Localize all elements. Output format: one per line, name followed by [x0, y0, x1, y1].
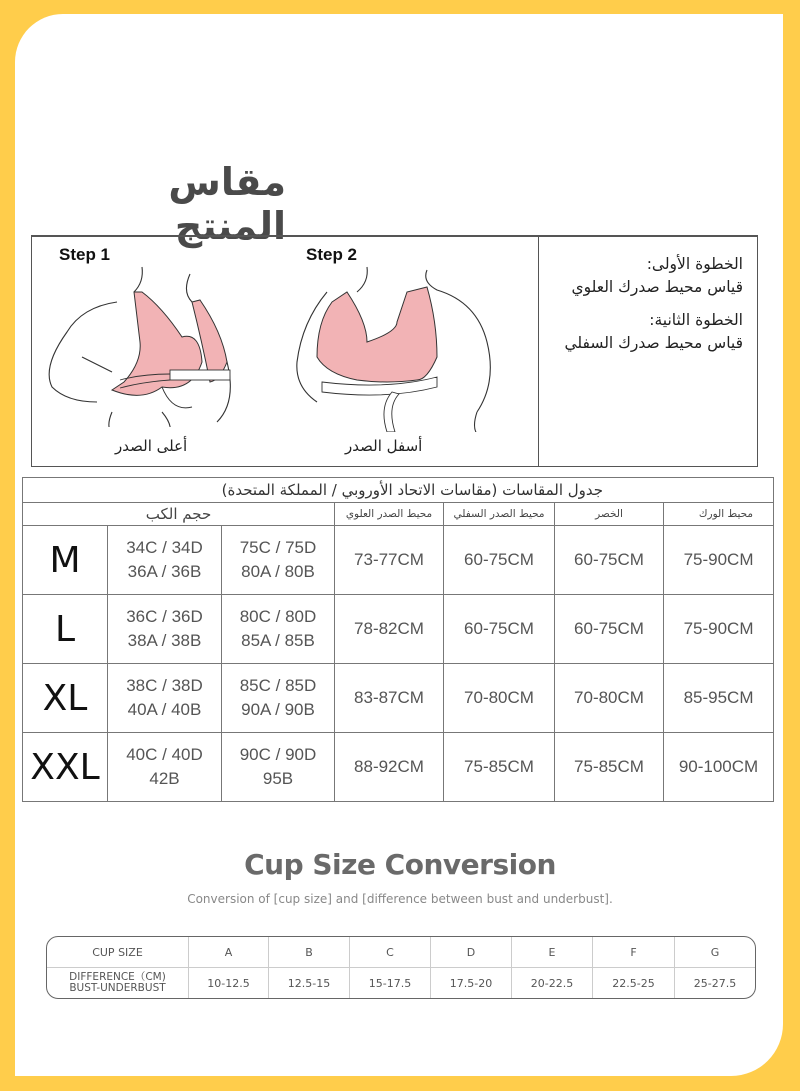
hip-value: 75-90CM: [664, 526, 774, 595]
hip-value: 75-90CM: [664, 595, 774, 664]
waist-value: 70-80CM: [555, 664, 664, 733]
instruction-text: قياس محيط صدرك العلوي: [571, 278, 743, 296]
under-bust-value: 60-75CM: [444, 595, 555, 664]
size-chart-table: [22, 477, 774, 802]
under-bust-value: 75-85CM: [444, 733, 555, 802]
step1-caption: أعلى الصدر: [115, 437, 188, 455]
waist-value: 60-75CM: [555, 526, 664, 595]
uk-cup-sizes: 36C / 36D 38A / 38B: [108, 595, 222, 664]
table-row: [23, 733, 774, 802]
measurement-instructions: [543, 253, 743, 365]
panel-divider: [538, 237, 539, 466]
difference-value: 25-27.5: [693, 976, 737, 990]
difference-value: 22.5-25: [593, 968, 675, 998]
header-upper-bust: محيط الصدر العلوي: [335, 503, 444, 526]
under-bust-measure-illustration: [287, 262, 512, 432]
under-bust-value: 70-80CM: [444, 664, 555, 733]
cup-letter: A: [189, 937, 269, 968]
instruction-text: قياس محيط صدرك السفلي: [564, 334, 743, 352]
step1-label: Step 1: [59, 245, 111, 264]
page-title: مقاس المنتج: [168, 160, 286, 248]
waist-value: 75-85CM: [555, 733, 664, 802]
uk-cup-sizes: 34C / 34D 36A / 36B: [108, 526, 222, 595]
cup-letter: E: [512, 937, 593, 968]
header-waist: الخصر: [555, 503, 664, 526]
difference-value: 17.5-20: [431, 968, 512, 998]
instruction-step2: [543, 309, 743, 355]
step2-caption: أسفل الصدر: [345, 437, 423, 455]
instruction-heading: الخطوة الثانية:: [649, 311, 743, 329]
cup-conversion-subtitle: Conversion of [cup size] and [difference between bust and underbust].: [187, 892, 613, 906]
difference-value: 10-12.5: [189, 968, 269, 998]
upper-bust-value: 88-92CM: [335, 733, 444, 802]
eu-cup-sizes: 85C / 85D 90A / 90B: [222, 664, 335, 733]
step2-label: Step 2: [306, 245, 358, 264]
uk-cup-sizes: 40C / 40D 42B: [108, 733, 222, 802]
difference-value: 15-17.5: [350, 968, 431, 998]
upper-bust-value: 73-77CM: [335, 526, 444, 595]
difference-value: 20-22.5: [512, 968, 593, 998]
eu-cup-sizes: 90C / 90D 95B: [222, 733, 335, 802]
eu-cup-sizes: 80C / 80D 85A / 85B: [222, 595, 335, 664]
measurement-steps-panel: [31, 235, 758, 467]
table-caption: جدول المقاسات (مقاسات الاتحاد الأوروبي / المملكة المتحدة): [23, 478, 774, 503]
cup-letter: C: [350, 937, 431, 968]
uk-cup-sizes: 38C / 38D 40A / 40B: [108, 664, 222, 733]
under-bust-value: 60-75CM: [444, 526, 555, 595]
cup-letter: G: [675, 937, 755, 968]
instruction-step1: [543, 253, 743, 299]
header-hip: محيط الورك: [664, 503, 774, 526]
cup-conversion-title: Cup Size Conversion: [244, 848, 556, 881]
header-cup-size: حجم الكب: [23, 503, 335, 526]
cup-letter: B: [269, 937, 350, 968]
cup-size-row-label: CUP SIZE: [47, 937, 189, 968]
cup-letter: F: [593, 937, 675, 968]
size-label: XXL: [23, 733, 108, 802]
table-row: [23, 664, 774, 733]
difference-row-label: DIFFERENCE（CM) BUST-UNDERBUST: [47, 968, 189, 998]
cup-letter: D: [431, 937, 512, 968]
eu-cup-sizes: 75C / 75D 80A / 80B: [222, 526, 335, 595]
instruction-heading: الخطوة الأولى:: [646, 255, 743, 273]
cup-conversion-table: [46, 936, 756, 999]
waist-value: 60-75CM: [555, 595, 664, 664]
table-row: [23, 595, 774, 664]
upper-bust-value: 78-82CM: [335, 595, 444, 664]
hip-value: 90-100CM: [664, 733, 774, 802]
size-label: M: [23, 526, 108, 595]
upper-bust-value: 83-87CM: [335, 664, 444, 733]
hip-value: 85-95CM: [664, 664, 774, 733]
size-label: L: [23, 595, 108, 664]
header-under-bust: محيط الصدر السفلي: [444, 503, 555, 526]
upper-bust-measure-illustration: [42, 262, 242, 427]
difference-value: 12.5-15: [269, 968, 350, 998]
size-label: XL: [23, 664, 108, 733]
table-row: [23, 526, 774, 595]
